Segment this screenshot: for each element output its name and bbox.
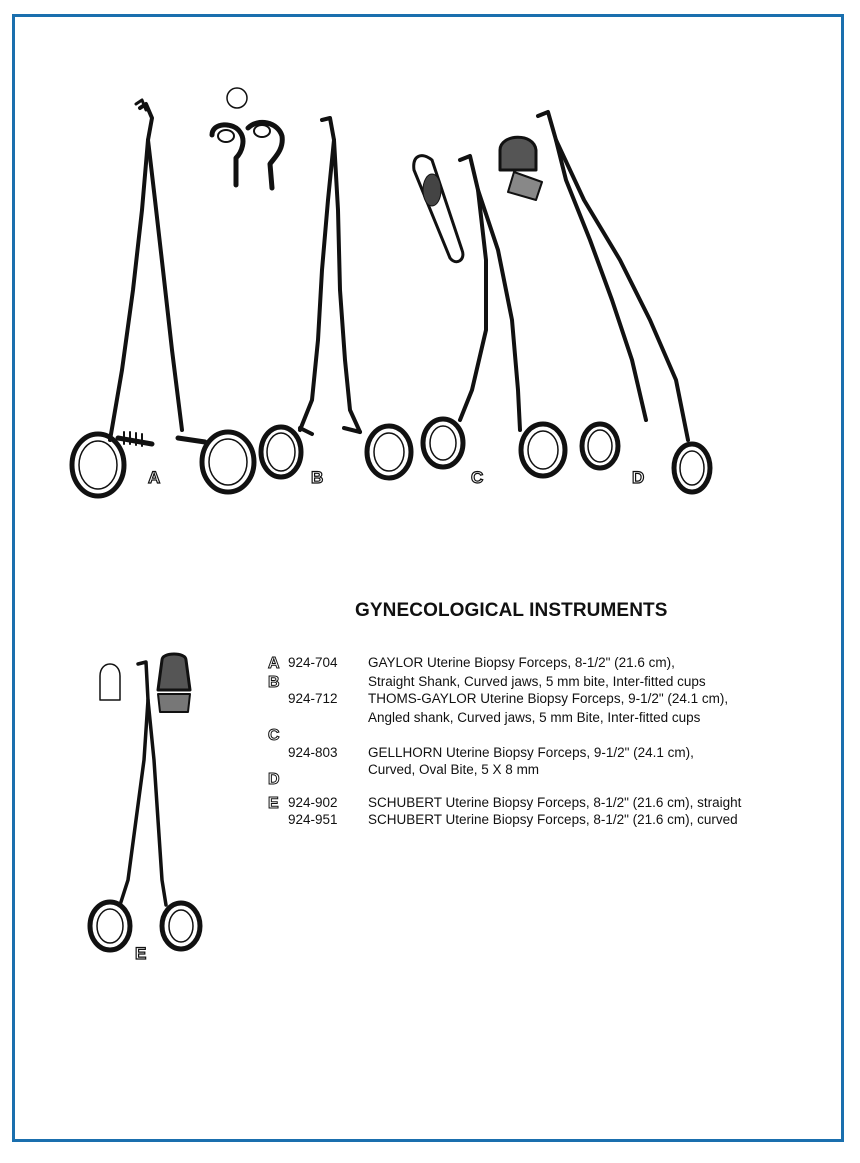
item-description: SCHUBERT Uterine Biopsy Forceps, 8-1/2" (21.6 cm), straight [368,795,742,810]
item-description: GELLHORN Uterine Biopsy Forceps, 9-1/2" (24.1 cm), [368,745,694,760]
item-description: GAYLOR Uterine Biopsy Forceps, 8-1/2" (21.6 cm), [368,655,675,670]
catalog-number: 924-704 [288,655,338,670]
item-description: SCHUBERT Uterine Biopsy Forceps, 8-1/2" (21.6 cm), curved [368,812,738,827]
figure-label-b: B [311,468,324,487]
item-description: Angled shank, Curved jaws, 5 mm Bite, Inter-fitted cups [368,710,701,725]
row-marker: C [268,727,280,744]
catalog-number: 924-803 [288,745,338,760]
row-marker: E [268,795,279,812]
row-marker: A [268,655,280,672]
item-description: Straight Shank, Curved jaws, 5 mm bite, Inter-fitted cups [368,674,706,689]
figure-label-e: E [135,944,147,963]
item-description: Curved, Oval Bite, 5 X 8 mm [368,762,540,777]
page-title: GYNECOLOGICAL INSTRUMENTS [355,600,668,621]
item-description: THOMS-GAYLOR Uterine Biopsy Forceps, 9-1/2" (24.1 cm), [368,691,729,706]
instrument-b-illustration [261,118,411,478]
figure-label-c: C [471,468,484,487]
row-marker: D [268,771,280,788]
catalog-number: 924-951 [288,812,338,827]
oval-detail-c [414,156,463,262]
cup-detail-d [500,137,542,200]
figure-label-d: D [632,468,645,487]
row-marker: B [268,674,280,691]
catalog-number: 924-902 [288,795,338,810]
figure-label-a: A [148,468,161,487]
instrument-a-illustration [72,100,254,496]
instrument-c-illustration [423,156,565,476]
cup-detail-a [212,122,282,188]
catalog-number: 924-712 [288,691,338,706]
